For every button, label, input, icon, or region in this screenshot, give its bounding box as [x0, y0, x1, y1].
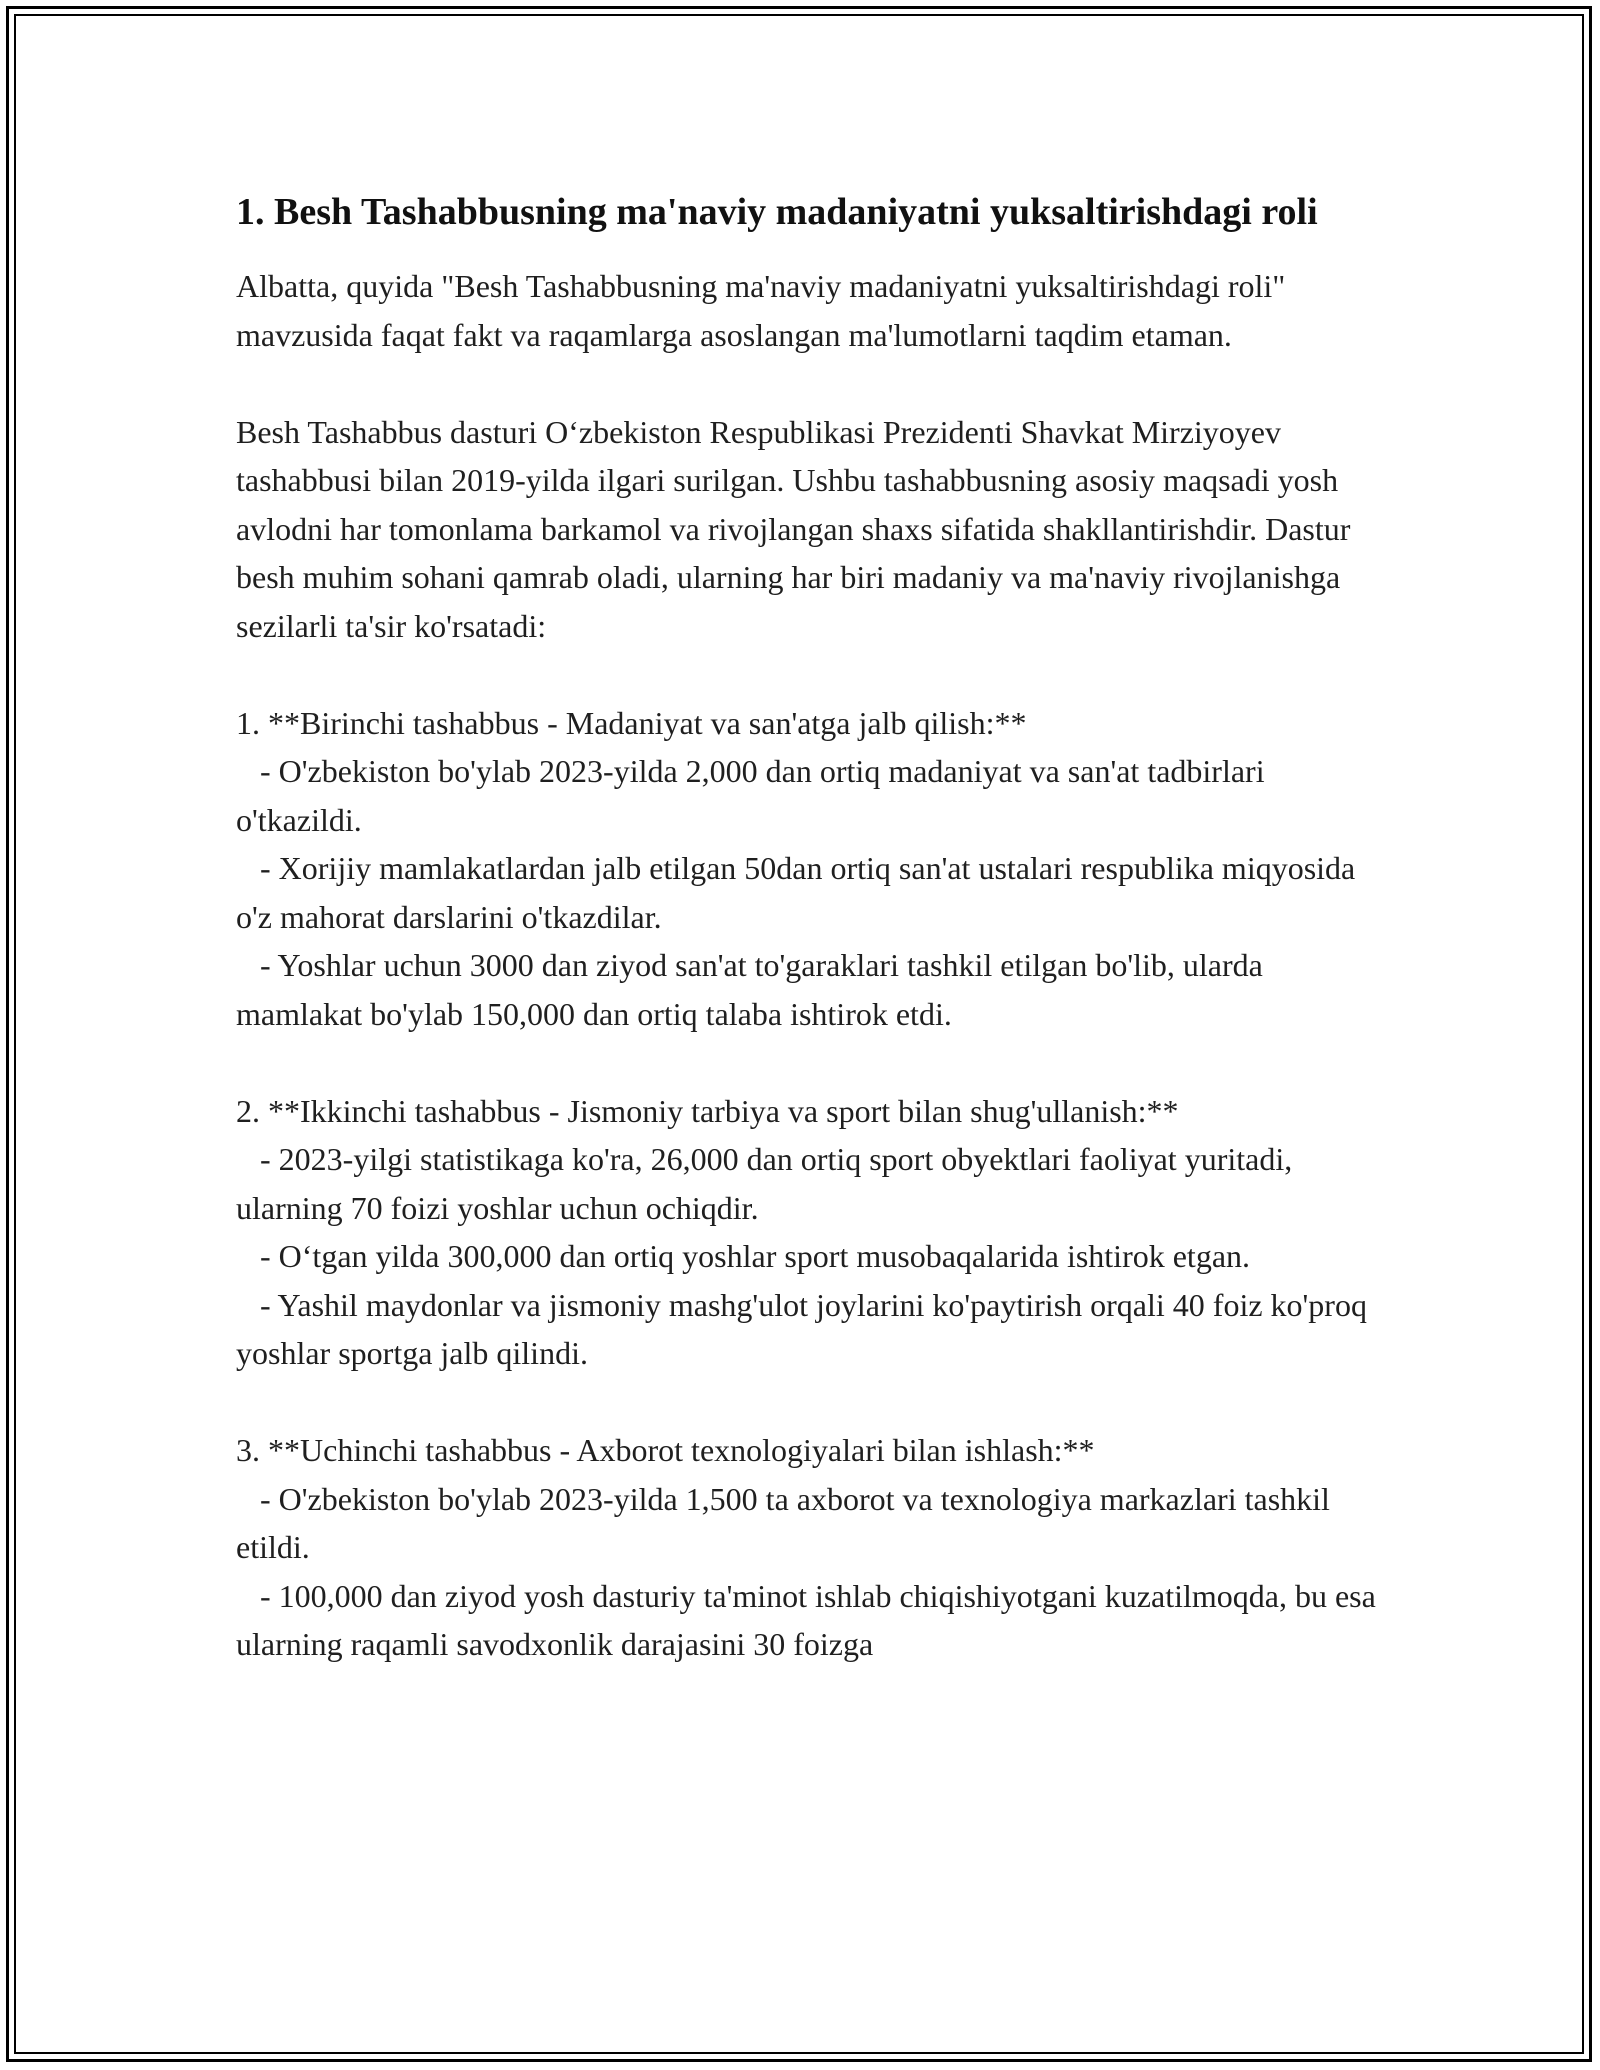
initiative-bullet: - 100,000 dan ziyod yosh dasturiy ta'minot ishlab chiqishiyotgani kuzatilmoqda, bu esa ularning raqamli savodxonlik darajasini 30 foizga — [236, 1577, 1384, 1662]
initiative-bullet: - O'zbekiston bo'ylab 2023-yilda 2,000 dan ortiq madaniyat va san'at tadbirlari o'tkazildi. — [236, 753, 1273, 838]
initiative-bullet: - Yashil maydonlar va jismoniy mashg'ulot joylarini ko'paytirish orqali 40 foiz ko'proq yoshlar sportga jalb qilindi. — [236, 1286, 1375, 1371]
initiative-section-1 — [236, 699, 1376, 1039]
overview-paragraph: Besh Tashabbus dasturi O‘zbekiston Respublikasi Prezidenti Shavkat Mirziyoyev tashabbusi bilan 2019-yilda ilgari surilgan. Ushbu tashabbusning asosiy maqsadi yosh avlodni har tomonlama barkamol va rivojlangan shaxs sifatida shakllantirishdir. Dastur besh muhim sohani qamrab oladi, ularning har biri madaniy va ma'naviy rivojlanishga sezilarli ta'sir ko'rsatadi: — [236, 413, 1359, 644]
document-page — [236, 185, 1384, 1717]
document-heading: 1. Besh Tashabbusning ma'naviy madaniyatni yuksaltirishdagi roli — [236, 191, 1318, 233]
initiative-section-3 — [236, 1426, 1384, 1669]
initiative-bullet: - Xorijiy mamlakatlardan jalb etilgan 50dan ortiq san'at ustalari respublika miqyosida o'z mahorat darslarini o'tkazdilar. — [236, 850, 1364, 935]
initiative-bullet: - 2023-yilgi statistikaga ko'ra, 26,000 dan ortiq sport obyektlari faoliyat yuritadi, ularning 70 foizi yoshlar uchun ochiqdir. — [236, 1141, 1301, 1226]
initiative-title: 1. **Birinchi tashabbus - Madaniyat va san'atga jalb qilish:** — [236, 704, 1027, 741]
intro-paragraph: Albatta, quyida "Besh Tashabbusning ma'naviy madaniyatni yuksaltirishdagi roli" mavzusida faqat fakt va raqamlarga asoslangan ma'lumotlarni taqdim etaman. — [236, 268, 1294, 353]
initiative-bullet: - O'zbekiston bo'ylab 2023-yilda 1,500 ta axborot va texnologiya markazlari tashkil etildi. — [236, 1480, 1338, 1565]
initiative-bullet: - Yoshlar uchun 3000 dan ziyod san'at to'garaklari tashkil etilgan bo'lib, ularda mamlakat bo'ylab 150,000 dan ortiq talaba ishtirok etdi. — [236, 947, 1271, 1032]
initiative-bullet: - O‘tgan yilda 300,000 dan ortiq yoshlar sport musobaqalarida ishtirok etgan. — [236, 1238, 1251, 1274]
initiative-title: 3. **Uchinchi tashabbus - Axborot texnologiyalari bilan ishlash:** — [236, 1432, 1095, 1468]
initiative-title: 2. **Ikkinchi tashabbus - Jismoniy tarbiya va sport bilan shug'ullanish:** — [236, 1092, 1179, 1129]
initiative-section-2 — [236, 1087, 1376, 1378]
